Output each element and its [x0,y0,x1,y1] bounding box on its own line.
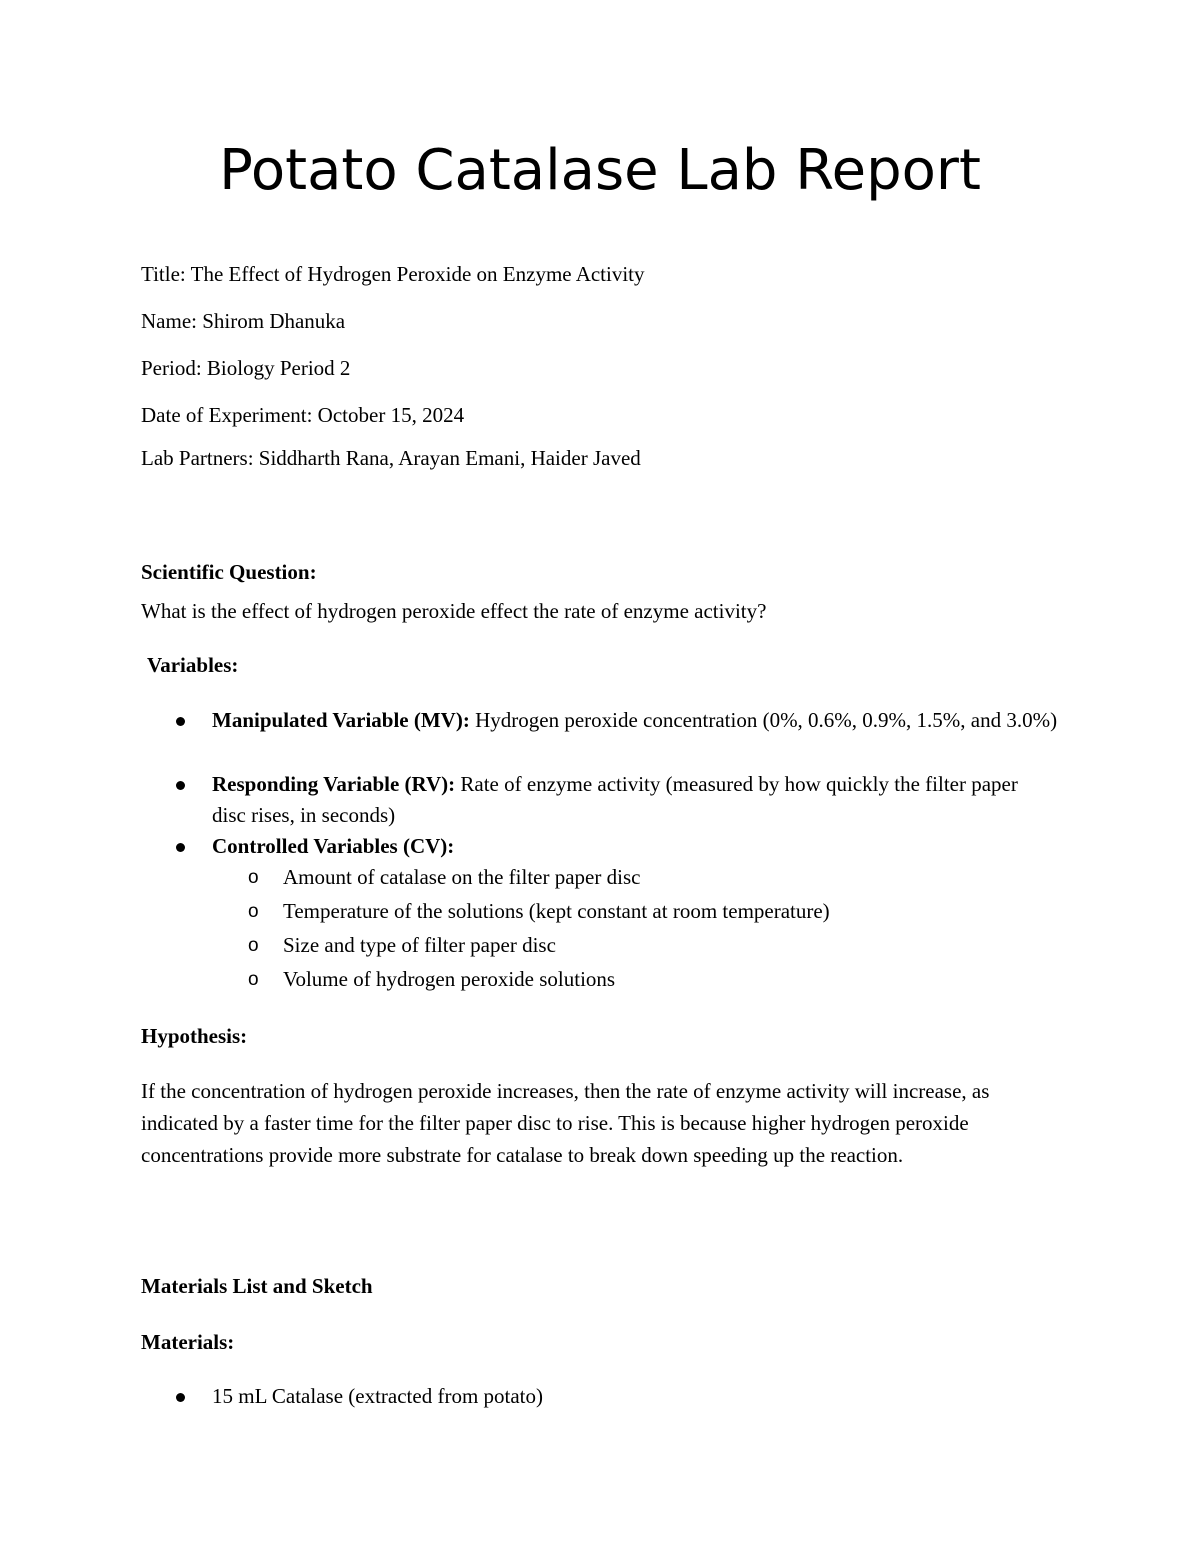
info-period: Period: Biology Period 2 [141,356,351,380]
bullet-icon [176,1393,185,1402]
cv-item-text: Volume of hydrogen peroxide solutions [283,967,616,991]
cv-item-text: Size and type of filter paper disc [283,933,556,957]
variable-mv-text [212,705,1072,736]
info-partners: Lab Partners: Siddharth Rana, Arayan Emani, Haider Javed [141,446,641,470]
scientific-question-text: What is the effect of hydrogen peroxide effect the rate of enzyme activity? [141,599,767,623]
cv-item-text: Temperature of the solutions (kept constant at room temperature) [283,899,830,923]
hypothesis-text: If the concentration of hydrogen peroxide increases, then the rate of enzyme activity will increase, as indicated by a faster time for the filter paper disc to rise. This is because higher hydrogen peroxide concentrations provide more substrate for catalase to break down speeding up the reaction. [141,1079,990,1167]
bullet-icon [176,843,185,852]
variable-rv-label: Responding Variable (RV): [212,772,456,796]
variable-mv-label: Manipulated Variable (MV): [212,708,470,732]
variable-cv-label: Controlled Variables (CV): [212,834,455,858]
scientific-question-heading: Scientific Question: [141,560,317,584]
materials-list-heading: Materials List and Sketch [141,1274,373,1298]
circle-bullet-icon: o [248,935,259,956]
cv-item-text: Amount of catalase on the filter paper disc [283,865,641,889]
hypothesis-heading: Hypothesis: [141,1024,248,1048]
circle-bullet-icon: o [248,901,259,922]
info-title: Title: The Effect of Hydrogen Peroxide on Enzyme Activity [141,262,645,286]
bullet-icon [176,717,185,726]
bullet-icon [176,781,185,790]
variable-rv-text [212,769,1032,831]
variables-heading: Variables: [147,653,239,677]
variable-mv-desc: Hydrogen peroxide concentration (0%, 0.6%, 0.9%, 1.5%, and 3.0%) [469,708,1058,732]
circle-bullet-icon: o [248,969,259,990]
materials-item-text: 15 mL Catalase (extracted from potato) [212,1384,544,1408]
document-title: Potato Catalase Lab Report [219,138,981,203]
info-date: Date of Experiment: October 15, 2024 [141,403,465,427]
variable-rv-desc: Rate of enzyme activity (measured by how quickly the filter paper disc rises, in seconds) [212,772,1018,827]
materials-subheading: Materials: [141,1330,235,1354]
circle-bullet-icon: o [248,867,259,888]
info-name: Name: Shirom Dhanuka [141,309,346,333]
